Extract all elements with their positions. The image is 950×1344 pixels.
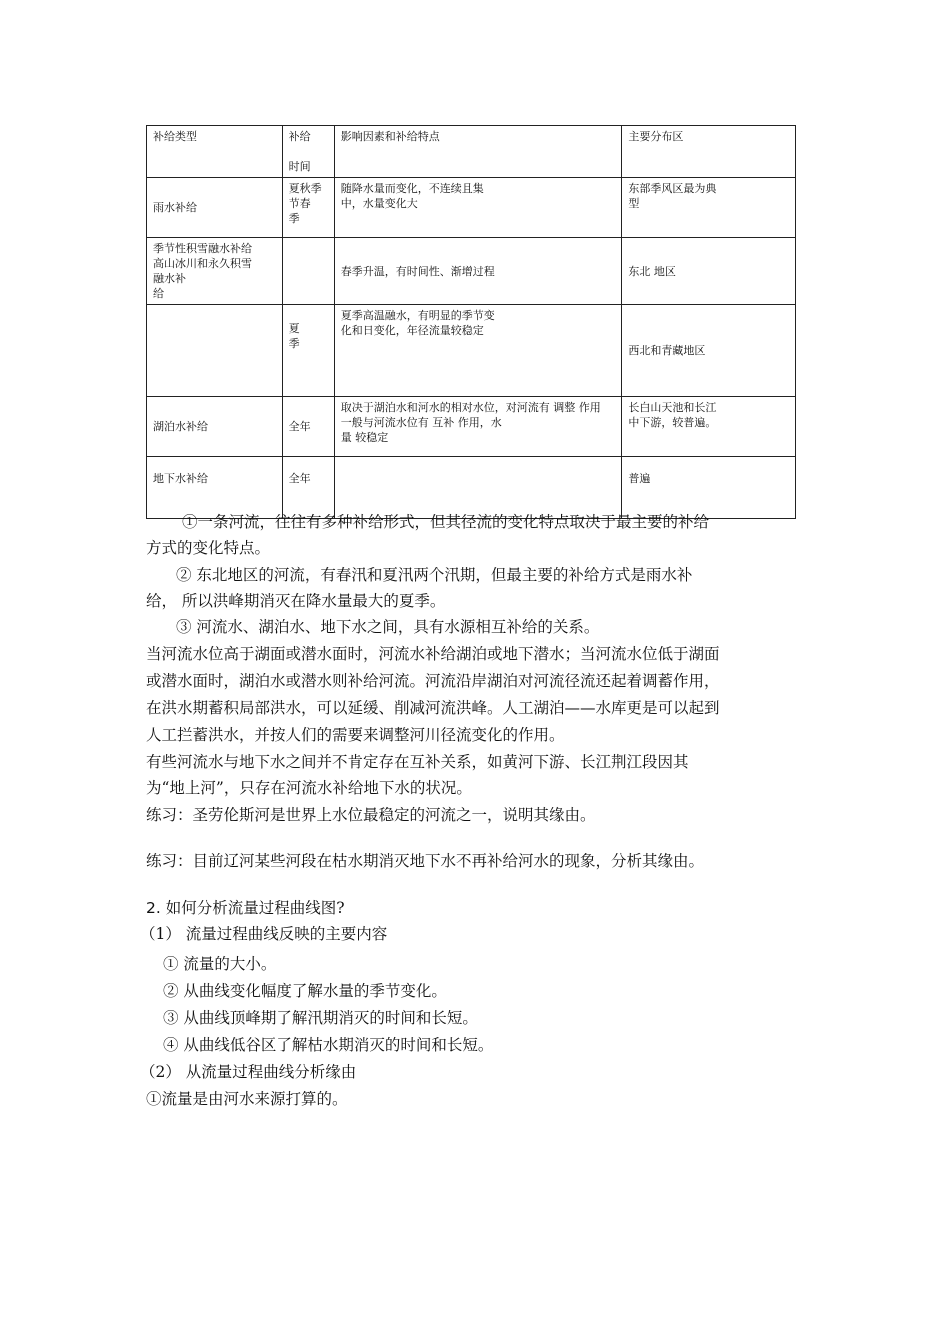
- table-cell: 随降水量而变化，不连续且集 中，水量变化大: [334, 178, 622, 238]
- body-line: 人工拦蓄洪水，并按人们的需要来调整河川径流变化的作用。: [146, 726, 565, 744]
- header-cell: 影响因素和补给特点: [334, 126, 622, 178]
- table-cell: 夏季高温融水，有明显的季节变 化和日变化，年径流量较稳定: [334, 305, 622, 397]
- table-cell: 地下水补给: [147, 457, 283, 519]
- table-row: [147, 397, 796, 457]
- table-cell: 春季升温，有时间性、渐增过程: [334, 238, 622, 305]
- exercise-2: 练习：目前辽河某些河段在枯水期消灭地下水不再补给河水的现象，分析其缘由。: [146, 852, 705, 870]
- list-item: ①流量是由河水来源打算的。: [146, 1090, 348, 1108]
- water-supply-table: [146, 125, 796, 519]
- table-cell: 夏秋季 节春 季: [282, 178, 334, 238]
- note-3: ③ 河流水、湖泊水、地下水之间，具有水源相互补给的关系。: [176, 618, 600, 636]
- table-cell: 湖泊水补给: [147, 397, 283, 457]
- list-item: ② 从曲线变化幅度了解水量的季节变化。: [163, 982, 447, 1000]
- table-header-row: [147, 126, 796, 178]
- table-row: [147, 238, 796, 305]
- table-row: [147, 178, 796, 238]
- note-1-line-1: ①一条河流，往往有多种补给形式，但其径流的变化特点取决于最主要的补给: [182, 513, 710, 531]
- table-cell: 长白山天池和长江 中下游，较普遍。: [622, 397, 796, 457]
- header-cell: 补给类型: [147, 126, 283, 178]
- header-cell: 补给 时间: [282, 126, 334, 178]
- subsection-1: （1） 流量过程曲线反映的主要内容: [140, 925, 388, 943]
- table-cell: 东北 地区: [622, 238, 796, 305]
- body-line: 或潜水面时，湖泊水或潜水则补给河流。河流沿岸湖泊对河流径流还起着调蓄作用，: [146, 672, 720, 690]
- table-cell: 取决于湖泊水和河水的相对水位，对河流有 调整 作用 一般与河流水位有 互补 作用，水 量 较稳定: [334, 397, 622, 457]
- table-cell: 普遍: [622, 457, 796, 519]
- header-cell: 主要分布区: [622, 126, 796, 178]
- table-cell: 季节性积雪融水补给 高山冰川和永久积雪 融水补 给: [147, 238, 283, 305]
- table-cell: 全年: [282, 397, 334, 457]
- list-item: ④ 从曲线低谷区了解枯水期消灭的时间和长短。: [163, 1036, 494, 1054]
- body-line: 有些河流水与地下水之间并不肯定存在互补关系，如黄河下游、长江荆江段因其: [146, 753, 689, 771]
- exercise-1: 练习：圣劳伦斯河是世界上水位最稳定的河流之一，说明其缘由。: [146, 806, 596, 824]
- note-2-line-1: ② 东北地区的河流，有春汛和夏汛两个汛期，但最主要的补给方式是雨水补: [176, 566, 693, 584]
- body-line: 当河流水位高于湖面或潜水面时，河流水补给湖泊或地下潜水；当河流水位低于湖面: [146, 645, 720, 663]
- note-2-line-2: 给， 所以洪峰期消灭在降水量最大的夏季。: [146, 592, 446, 610]
- table-cell: 全年: [282, 457, 334, 519]
- note-1-line-2: 方式的变化特点。: [146, 539, 271, 557]
- table-cell: 西北和青藏地区: [622, 305, 796, 397]
- table-row: [147, 305, 796, 397]
- section-number: 2.: [146, 899, 161, 917]
- list-item: ① 流量的大小。: [163, 955, 277, 973]
- body-line: 为“地上河”，只存在河流水补给地下水的状况。: [146, 779, 472, 797]
- table-cell: [147, 305, 283, 397]
- list-item: ③ 从曲线顶峰期了解汛期消灭的时间和长短。: [163, 1009, 478, 1027]
- table-cell: [282, 238, 334, 305]
- table-cell: 雨水补给: [147, 178, 283, 238]
- section-title: 如何分析流量过程曲线图?: [165, 899, 345, 917]
- body-line: 在洪水期蓄积局部洪水，可以延缓、削减河流洪峰。人工湖泊——水库更是可以起到: [146, 699, 720, 717]
- table-cell: 东部季风区最为典 型: [622, 178, 796, 238]
- subsection-2: （2） 从流量过程曲线分析缘由: [140, 1063, 357, 1081]
- section-2-heading: [146, 895, 796, 921]
- table-cell: 夏 季: [282, 305, 334, 397]
